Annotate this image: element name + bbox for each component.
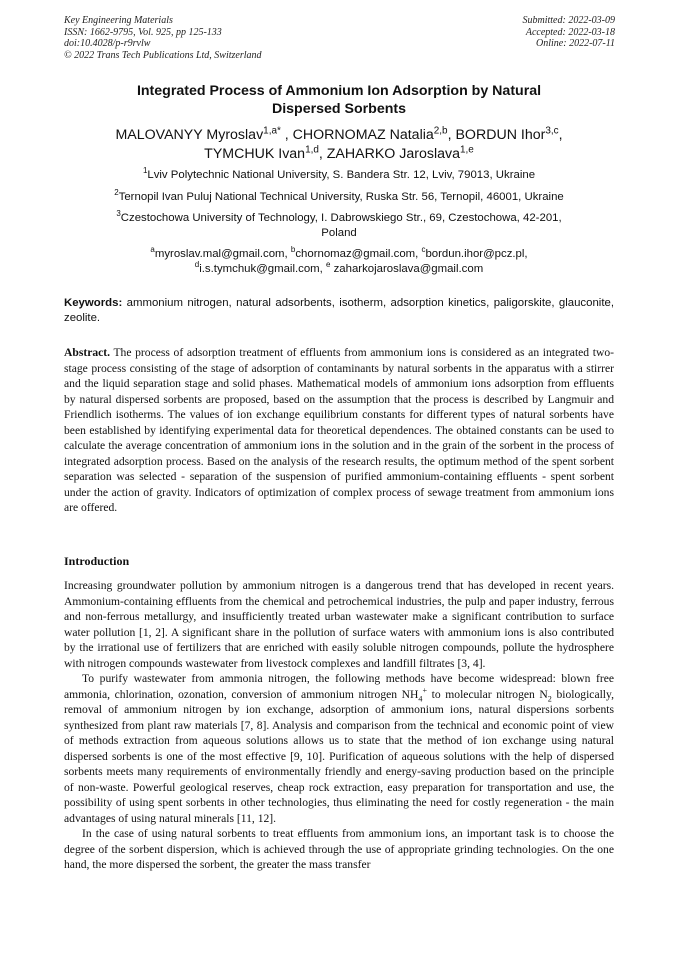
- doi: doi:10.4028/p-r9rvlw: [64, 38, 151, 49]
- author-superscript: 1,a*: [263, 125, 281, 137]
- subscript: 4: [418, 693, 423, 703]
- author-name: ZAHARKO Jaroslava: [326, 146, 461, 162]
- author-separator: ,: [558, 127, 563, 143]
- abstract: [64, 345, 614, 516]
- author-name: TYMCHUK Ivan: [204, 146, 306, 162]
- email-marker: d: [194, 260, 200, 270]
- accepted-date: Accepted: 2022-03-18: [525, 26, 615, 38]
- affiliation-marker: 2: [114, 188, 119, 198]
- author-superscript: 3,c: [545, 125, 559, 137]
- title-line-1: Integrated Process of Ammonium Ion Adsorption by Natural: [136, 83, 542, 99]
- author-name: MALOVANYY Myroslav: [115, 127, 264, 143]
- paper-title: [64, 82, 614, 118]
- keywords-label: Keywords:: [64, 297, 123, 309]
- publication-dates: [523, 15, 616, 50]
- author-name: CHORNOMAZ Natalia: [292, 127, 434, 143]
- author-superscript: 1,d: [305, 144, 319, 156]
- keywords: [64, 296, 614, 326]
- abstract-label: Abstract.: [64, 346, 111, 359]
- author-list: [64, 126, 614, 164]
- paragraph-text: to molecular nitrogen N: [427, 687, 548, 701]
- affiliation-text: Ternopil Ivan Puluj National Technical University, Ruska Str. 56, Ternopil, 46001, Ukraine: [118, 191, 564, 203]
- journal-info: [64, 15, 262, 61]
- paragraph: [64, 671, 614, 826]
- issn: ISSN: 1662-9795, Vol. 925, pp 125-133: [64, 26, 222, 38]
- affiliation-marker: 1: [142, 166, 148, 176]
- affiliation-marker: 3: [116, 209, 121, 219]
- author-superscript: 1,e: [460, 144, 474, 156]
- copyright: © 2022 Trans Tech Publications Ltd, Switzerland: [64, 49, 262, 61]
- author-separator: ,: [447, 127, 456, 143]
- title-line-2: Dispersed Sorbents: [271, 101, 407, 117]
- superscript: +: [422, 685, 428, 695]
- author-emails: [64, 247, 614, 277]
- author-name: BORDUN Ihor: [455, 127, 546, 143]
- journal-name: Key Engineering Materials: [64, 15, 173, 26]
- email-marker: c: [421, 245, 426, 255]
- paragraph-text: To purify wastewater from ammonia nitrogen, the following methods have become widespread: blown free ammonia, chlorination, ozonation, conversion of ammonium nitrogen NH: [64, 672, 614, 701]
- paragraph: In the case of using natural sorbents to treat effluents from ammonium ions, an important task is to choose the degree of the sorbent dispersion, which is achieved through the use of appropriate grinding technologies. On the one hand, the more dispersed the sorbent, the greater the mass transfer: [64, 827, 614, 871]
- affiliation-3: [64, 211, 614, 241]
- submitted-date: Submitted: 2022-03-09: [522, 15, 615, 26]
- email-link[interactable]: zaharkojaroslava@gmail.com: [330, 263, 484, 275]
- email-marker: a: [150, 245, 155, 255]
- paragraph-text: biologically, removal of ammonium nitrogen by ion exchange, adsorption of ammonium ions, natural dispersions sorbents synthesized from plant raw materials [7, 8]. Analysis and comparison from the technical and economic point of view of methods extraction from aqueous solutions allows us to state that the method of ion exchange using natural dispersed sorbents is one of the most effective [9, 10]. Purification of aqueous solutions with the help of dispersed sorbents meets many requirements of environmentally friendly and energy-saving production based on the principle of non-waste. Powerful geological reserves, cheap rock extraction, easy preparation for transportation and use, the possibility of using spent sorbents in other technologies, thus eliminating the need for costly regeneration - the main advantages of using natural minerals [11, 12].: [64, 687, 614, 825]
- online-date: Online: 2022-07-11: [536, 38, 615, 49]
- author-separator: ,: [280, 127, 293, 143]
- keywords-text: ammonium nitrogen, natural adsorbents, isotherm, adsorption kinetics, paligorskite, glauconite, zeolite.: [64, 297, 614, 324]
- email-link[interactable]: chornomaz@gmail.com,: [295, 248, 422, 260]
- affiliation-2: [64, 190, 614, 205]
- affiliation-text: Czestochowa University of Technology, I. Dabrowskiego Str., 69, Czestochowa, 42-201, Poland: [120, 212, 562, 239]
- email-link[interactable]: myroslav.mal@gmail.com,: [154, 248, 291, 260]
- introduction-body: [64, 578, 614, 873]
- paragraph: Increasing groundwater pollution by ammonium nitrogen is a dangerous trend that has developed in recent years. Ammonium-containing effluents from the chemical and petrochemical industries, the pulp and paper industry, ferrous and non-ferrous metallurgy, and insufficiently treated urban wastewater make a significant contribution to surface water pollution [1, 2]. A significant share in the pollution of surface waters with ammonium ions is also contributed by the irrational use of fertilizers that are enriched with easily soluble nitrogen compounds, pollute the hydrosphere with nitrogen compounds wastewater from livestock complexes and landfill filtrates [3, 4].: [64, 579, 614, 670]
- abstract-text: The process of adsorption treatment of effluents from ammonium ions is considered as an integrated two-stage process consisting of the stage of adsorption of contaminants by natural sorbents in the apparatus with a stirrer and the liquid separation stage and solid phases. Mathematical models of ammonium ions adsorption from effluents by natural dispersed sorbents are proposed, based on the assumption that the process is described by Langmuir and Friendlich isotherms. The values of ion exchange equilibrium constants for different types of natural sorbents have been established by identifying experimental data for theoretical dependences. The obtained constants can be used to calculate the average concentration of ammonium ions in the solution and in the grain of the sorbent in the process of integrated adsorption process. Based on the analysis of the research results, the optimum method of the spent sorbent separation was selected - separation of the suspension of purified ammonium-containing effluents - spent sorbent under the action of gravity. Indicators of optimization of complex process of sewage treatment from ammonium ions are offered.: [64, 346, 614, 514]
- author-superscript: 2,b: [433, 125, 448, 137]
- affiliation-text: Lviv Polytechnic National University, S. Bandera Str. 12, Lviv, 79013, Ukraine: [147, 169, 536, 181]
- email-marker: b: [290, 245, 296, 255]
- email-marker: e: [326, 260, 331, 270]
- email-link[interactable]: bordun.ihor@pcz.pl,: [425, 248, 528, 260]
- affiliation-1: [64, 168, 614, 183]
- email-link[interactable]: i.s.tymchuk@gmail.com,: [199, 263, 326, 275]
- section-heading-introduction: Introduction: [64, 554, 130, 568]
- author-separator: ,: [318, 146, 327, 162]
- subscript: 2: [547, 693, 552, 703]
